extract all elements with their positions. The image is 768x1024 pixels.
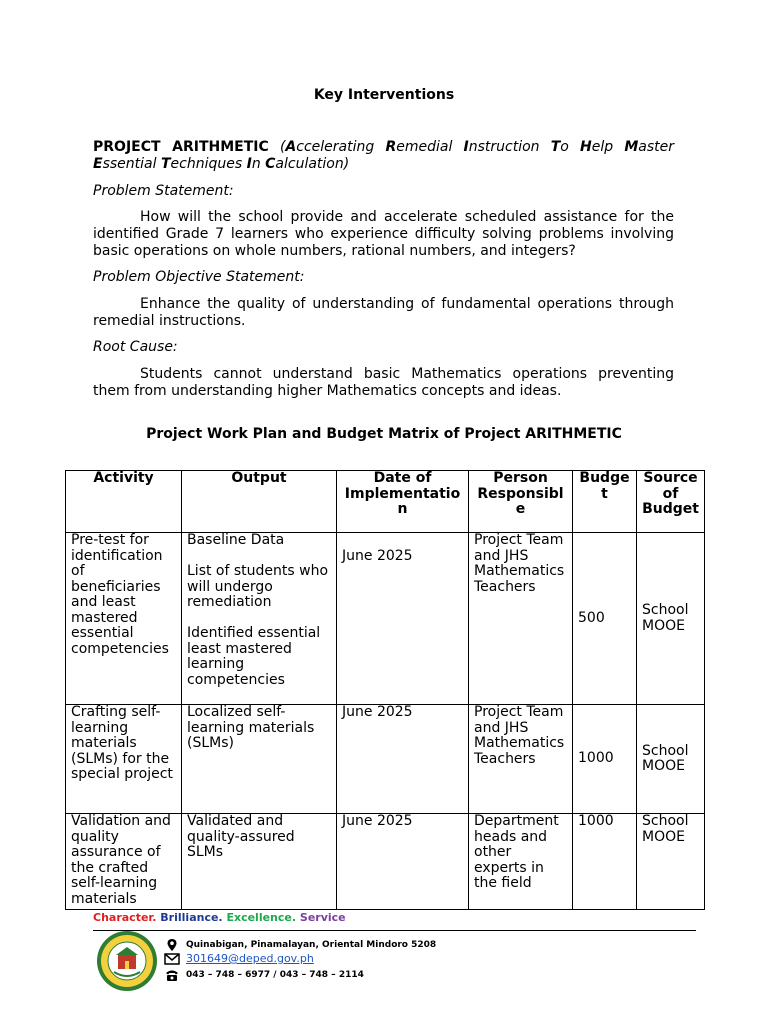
acronym-initial: T: [550, 139, 561, 155]
output-line: Baseline Data: [187, 532, 285, 548]
person-line: Department heads and other experts in the field: [474, 813, 559, 891]
address-text: Quinabigan, Pinamalayan, Oriental Mindoro 5208: [186, 940, 437, 950]
slogan-service: Service: [299, 911, 346, 924]
table-row: [66, 705, 705, 814]
cell-activity: Validation and quality assurance of the crafted self-learning materials: [66, 814, 182, 910]
header-person: Person Responsible: [469, 471, 573, 533]
page-title: Key Interventions: [313, 87, 455, 103]
cell-source: School MOOE: [637, 533, 705, 705]
cell-activity: Pre-test for identification of beneficiaries and least mastered essential competencies: [66, 533, 182, 705]
date-text: June 2025: [342, 547, 413, 564]
project-heading: [93, 139, 674, 173]
school-seal-icon: [96, 930, 158, 992]
acronym-initial: R: [385, 139, 397, 155]
acronym-initial: I: [463, 139, 469, 155]
cell-budget: 1000: [573, 814, 637, 910]
output-line: Identified essential least mastered learning competencies: [187, 625, 321, 688]
cell-source: School MOOE: [637, 705, 705, 814]
problem-statement-text: How will the school provide and accelerate scheduled assistance for the identified Grade 7 learners who experience difficulty solving problems involving basic operations on whole numbers, rational numbers, and integers?: [93, 209, 674, 259]
root-cause-label: Root Cause:: [93, 339, 178, 355]
slogan-excellence: Excellence.: [226, 911, 297, 924]
table-row: [66, 533, 705, 705]
contact-phone: [164, 968, 364, 982]
footer-divider: [93, 930, 696, 931]
objective-text: Enhance the quality of understanding of fundamental operations through remedial instructions.: [93, 296, 674, 329]
cell-budget: 1000: [573, 705, 637, 814]
acronym-initial: I: [246, 156, 252, 172]
acronym-initial: M: [624, 139, 639, 155]
acronym-initial: T: [160, 156, 171, 172]
cell-person: [469, 533, 573, 705]
email-link[interactable]: 301649@deped.gov.ph: [186, 952, 314, 965]
slogan-brilliance: Brilliance.: [160, 911, 223, 924]
project-name: PROJECT ARITHMETIC: [93, 139, 269, 155]
location-pin-icon: [164, 938, 180, 952]
phone-text: 043 – 748 – 6977 / 043 – 748 – 2114: [186, 970, 364, 980]
cell-output: [182, 814, 337, 910]
project-acronym: (Accelerating Remedial Instruction To Help Master Essential Techniques In Calculation): [93, 139, 674, 172]
cell-budget: 500: [573, 533, 637, 705]
footer-slogan: [93, 911, 346, 924]
cell-date: June 2025: [337, 705, 469, 814]
output-line: Validated and quality-assured SLMs: [187, 813, 295, 860]
contact-address: [164, 938, 436, 952]
cell-output: [182, 533, 337, 705]
output-line: Localized self-learning materials (SLMs): [187, 704, 315, 751]
problem-statement-label: Problem Statement:: [93, 183, 234, 199]
table-title: Project Work Plan and Budget Matrix of Project ARITHMETIC: [146, 426, 622, 442]
header-date: Date of Implementation: [337, 471, 469, 533]
header-output: Output: [182, 471, 337, 533]
cell-person: [469, 814, 573, 910]
acronym-initial: H: [580, 139, 592, 155]
contact-email: [164, 952, 314, 966]
person-line: Teachers: [474, 578, 536, 595]
table-row: [66, 814, 705, 910]
cell-source: School MOOE: [637, 814, 705, 910]
email-icon: [164, 952, 180, 966]
person-line: Project Team and JHS Mathematics: [474, 704, 565, 751]
table-header-row: [66, 471, 705, 533]
root-cause-text: Students cannot understand basic Mathematics operations preventing them from understanding higher Mathematics concepts and ideas.: [93, 366, 674, 399]
acronym-initial: C: [265, 156, 276, 172]
slogan-character: Character.: [93, 911, 157, 924]
cell-activity: Crafting self-learning materials (SLMs) for the special project: [66, 705, 182, 814]
output-line: List of students who will undergo remediation: [187, 563, 329, 610]
header-activity: Activity: [66, 471, 182, 533]
acronym-initial: E: [93, 156, 103, 172]
work-plan-table: [65, 470, 705, 910]
person-line: Teachers: [474, 750, 536, 767]
header-source: Source of Budget: [637, 471, 705, 533]
telephone-icon: [164, 968, 180, 982]
cell-output: [182, 705, 337, 814]
cell-date: June 2025: [337, 814, 469, 910]
person-line: Project Team and JHS Mathematics: [474, 532, 565, 579]
cell-person: [469, 705, 573, 814]
acronym-initial: A: [285, 139, 297, 155]
objective-label: Problem Objective Statement:: [93, 269, 305, 285]
header-budget: Budget: [573, 471, 637, 533]
cell-date: [337, 533, 469, 705]
